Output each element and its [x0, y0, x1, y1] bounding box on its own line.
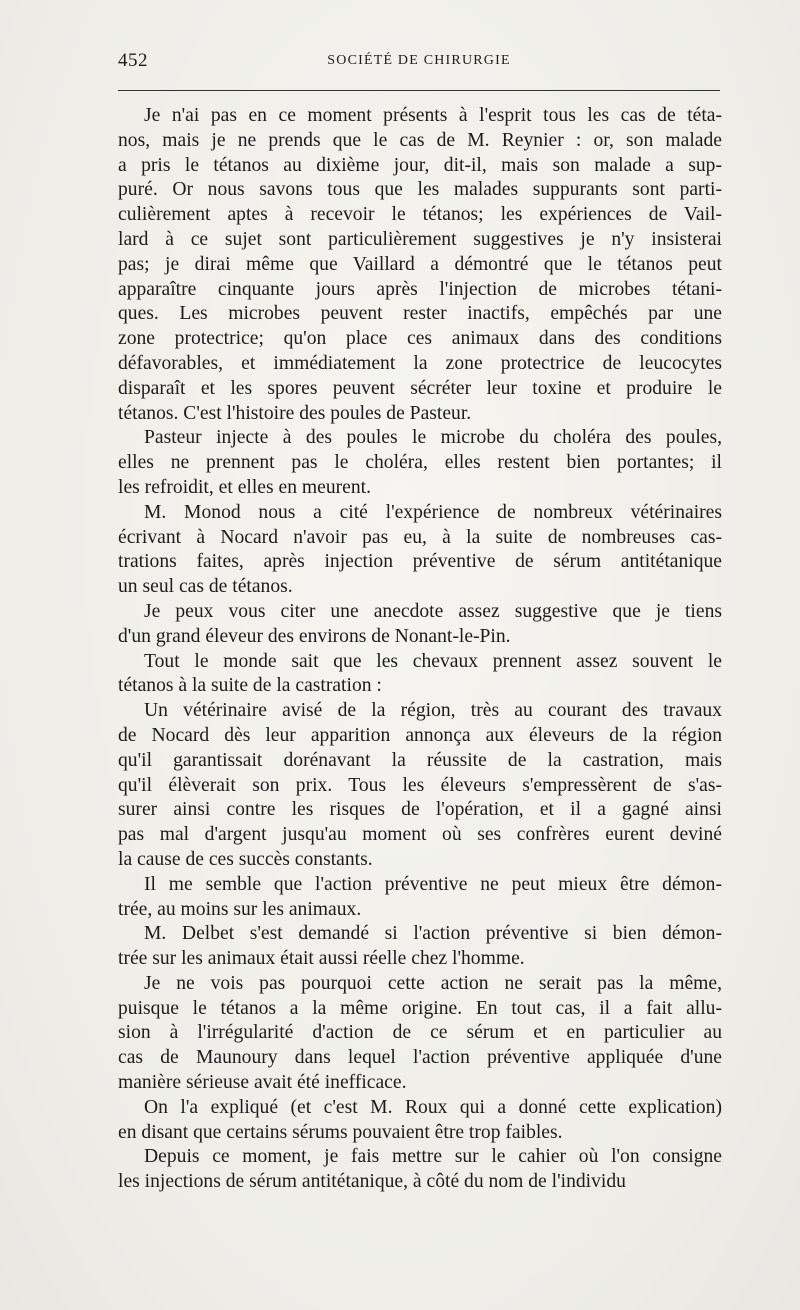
text-line: Depuis ce moment, je fais mettre sur le cahier où l'on consigne — [144, 1146, 722, 1168]
text-line: trée sur les animaux était aussi réelle chez l'homme. — [118, 948, 525, 970]
text-line: les refroidit, et elles en meurent. — [118, 476, 371, 498]
paragraph — [118, 501, 722, 600]
text-line: la cause de ces succès constants. — [118, 848, 373, 870]
paragraph — [118, 1145, 722, 1195]
text-line: puré. Or nous savons tous que les malades suppurants sont parti- — [118, 179, 722, 201]
text-line: tétanos à la suite de la castration : — [118, 675, 382, 697]
paragraph — [118, 972, 722, 1096]
paragraph — [118, 922, 722, 972]
paragraph — [118, 1096, 722, 1146]
text-line: ques. Les microbes peuvent rester inactifs, empêchés par une — [118, 303, 722, 325]
text-line: pas; je dirai même que Vaillard a démontré que le tétanos peut — [118, 253, 722, 275]
text-line: de Nocard dès leur apparition annonça aux éleveurs de la région — [118, 724, 722, 746]
running-head: SOCIÉTÉ DE CHIRURGIE — [327, 53, 511, 68]
text-line: Je peux vous citer une anecdote assez suggestive que je tiens — [144, 600, 722, 622]
text-line: un seul cas de tétanos. — [118, 576, 293, 598]
page-number: 452 — [118, 50, 148, 71]
text-line: zone protectrice; qu'on place ces animaux dans des conditions — [118, 328, 722, 350]
text-line: manière sérieuse avait été inefficace. — [118, 1072, 407, 1094]
text-line: M. Delbet s'est demandé si l'action préventive si bien démon- — [144, 923, 722, 945]
paragraph — [118, 873, 722, 923]
text-line: défavorables, et immédiatement la zone protectrice de leucocytes — [118, 352, 722, 374]
text-line: lard à ce sujet sont particulièrement suggestives je n'y insisterai — [118, 228, 722, 250]
text-line: Un vétérinaire avisé de la région, très au courant des travaux — [144, 700, 722, 722]
paragraph — [118, 426, 722, 500]
text-line: On l'a expliqué (et c'est M. Roux qui a donné cette explication) — [144, 1096, 722, 1118]
text-line: trée, au moins sur les animaux. — [118, 898, 362, 920]
text-line: d'un grand éleveur des environs de Nonant-le-Pin. — [118, 625, 511, 647]
text-line: surer ainsi contre les risques de l'opération, et il a gagné ainsi — [118, 799, 722, 821]
text-line: nos, mais je ne prends que le cas de M. Reynier : or, son malade — [118, 129, 722, 151]
text-line: les injections de sérum antitétanique, à côté du nom de l'individu — [118, 1171, 626, 1193]
text-line: Je n'ai pas en ce moment présents à l'esprit tous les cas de téta- — [144, 105, 722, 126]
text-line: Tout le monde sait que les chevaux prennent assez souvent le — [144, 650, 722, 672]
text-line: elles ne prennent pas le choléra, elles restent bien portantes; il — [118, 452, 722, 474]
text-line: Pasteur injecte à des poules le microbe du choléra des poules, — [144, 427, 722, 449]
text-line: écrivant à Nocard n'avoir pas eu, à la suite de nombreuses cas- — [118, 526, 722, 548]
text-line: qu'il garantissait dorénavant la réussite de la castration, mais — [118, 749, 722, 771]
page-header — [118, 50, 720, 80]
text-line: tétanos. C'est l'histoire des poules de Pasteur. — [118, 402, 472, 424]
text-line: apparaître cinquante jours après l'injection de microbes tétani- — [118, 278, 722, 300]
paragraph — [118, 600, 722, 650]
text-line: M. Monod nous a cité l'expérience de nombreux vétérinaires — [144, 501, 722, 523]
text-line: en disant que certains sérums pouvaient être trop faibles. — [118, 1121, 563, 1143]
paragraph — [118, 650, 722, 700]
text-line: Je ne vois pas pourquoi cette action ne serait pas la même, — [144, 972, 722, 994]
text-line: trations faites, après injection préventive de sérum antitétanique — [118, 551, 722, 573]
text-line: a pris le tétanos au dixième jour, dit-il, mais son malade a sup- — [118, 154, 722, 176]
text-line: pas mal d'argent jusqu'au moment où ses confrères eurent deviné — [118, 824, 722, 846]
paragraph — [118, 104, 722, 426]
text-line: culièrement aptes à recevoir le tétanos; les expériences de Vail- — [118, 204, 722, 226]
paragraph — [118, 699, 722, 873]
text-line: sion à l'irrégularité d'action de ce sérum et en particulier au — [118, 1022, 722, 1044]
text-line: qu'il élèverait son prix. Tous les éleveurs s'empressèrent de s'as- — [118, 774, 722, 796]
text-line: cas de Maunoury dans lequel l'action préventive appliquée d'une — [118, 1047, 722, 1069]
text-line: disparaît et les spores peuvent sécréter leur toxine et produire le — [118, 377, 722, 399]
text-line: Il me semble que l'action préventive ne peut mieux être démon- — [144, 873, 722, 895]
text-line: puisque le tétanos a la même origine. En tout cas, il a fait allu- — [118, 997, 722, 1019]
body-text — [118, 104, 722, 1195]
header-rule — [118, 90, 720, 91]
